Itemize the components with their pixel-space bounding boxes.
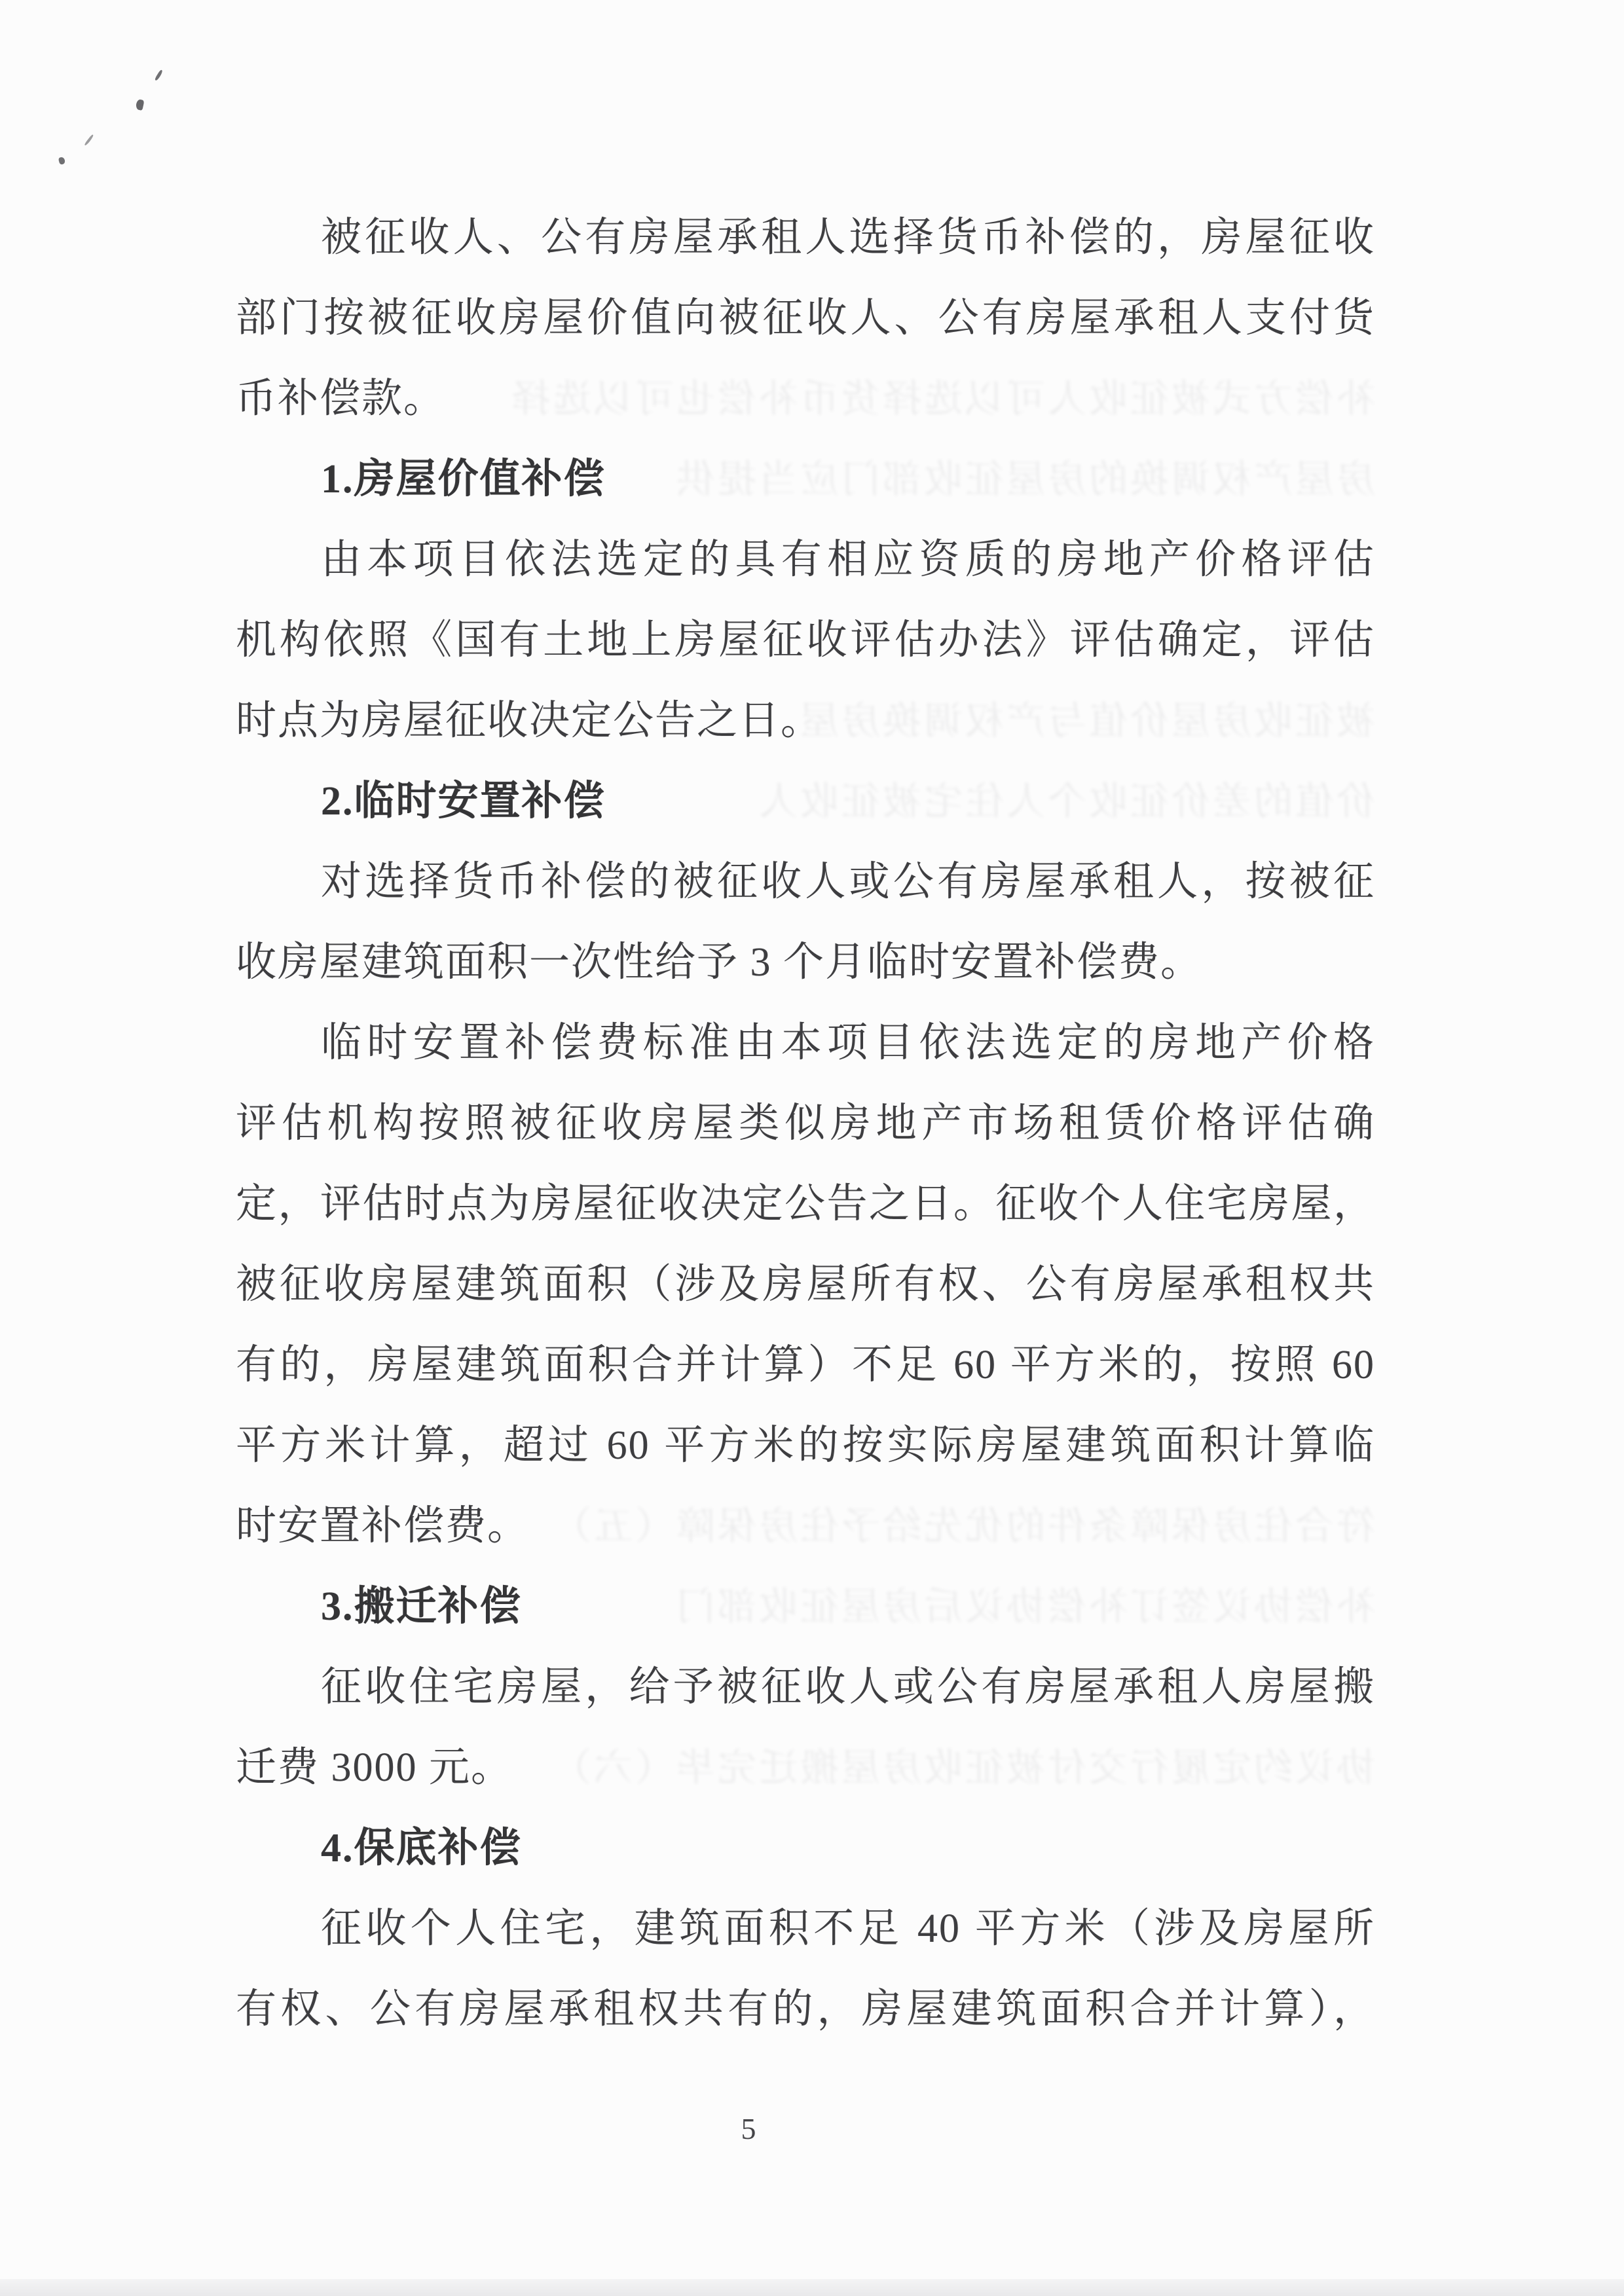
section-heading: 1.房屋价值补偿 bbox=[321, 457, 606, 501]
ink-speck bbox=[58, 156, 66, 165]
bleed-through-artifact: 房屋产权调换的房屋征收部门应当提供 bbox=[673, 458, 1375, 501]
ink-speck bbox=[135, 99, 144, 111]
page-number: 5 bbox=[741, 2112, 756, 2145]
text-line: 时安置补偿费。 bbox=[236, 1504, 530, 1548]
text-line: 有权、公有房屋承租权共有的，房屋建筑面积合并计算）， bbox=[236, 1987, 1375, 2032]
bleed-through-artifact: 被征收房屋价值与产权调换房屋 bbox=[797, 699, 1375, 742]
bleed-through-artifact: 符合住房保障条件的优先给予住房保障（五） bbox=[549, 1504, 1375, 1548]
text-line: 平方米计算，超过 60 平方米的按实际房屋建筑面积计算临 bbox=[236, 1423, 1375, 1468]
text-line: 收房屋建筑面积一次性给予 3 个月临时安置补偿费。 bbox=[236, 940, 1203, 985]
text-line: 对选择货币补偿的被征收人或公有房屋承租人，按被征 bbox=[321, 860, 1375, 904]
ink-speck bbox=[155, 69, 164, 81]
text-line: 被征收房屋建筑面积（涉及房屋所有权、公有房屋承租权共 bbox=[236, 1262, 1375, 1307]
document-body bbox=[236, 198, 1375, 2050]
text-line: 定，评估时点为房屋征收决定公告之日。征收个人住宅房屋， bbox=[236, 1182, 1375, 1226]
text-line: 币补偿款。 bbox=[236, 376, 446, 421]
bleed-through-artifact: 价值的差价征收个人住宅被征收人 bbox=[756, 780, 1375, 823]
text-line: 机构依照《国有土地上房屋征收评估办法》评估确定，评估 bbox=[236, 618, 1375, 663]
bleed-through-artifact: 补偿方式被征收人可以选择货币补偿也可以选择 bbox=[508, 377, 1375, 420]
text-line: 时点为房屋征收决定公告之日。 bbox=[236, 699, 823, 743]
text-line: 有的，房屋建筑面积合并计算）不足 60 平方米的，按照 60 bbox=[236, 1343, 1375, 1387]
section-heading: 2.临时安置补偿 bbox=[321, 779, 606, 824]
text-line: 被征收人、公有房屋承租人选择货币补偿的，房屋征收 bbox=[321, 215, 1375, 260]
bleed-through-artifact: 补偿协议签订补偿协议后房屋征收部门 bbox=[673, 1585, 1375, 1628]
scanner-edge-strip bbox=[0, 2279, 1624, 2296]
section-heading: 4.保底补偿 bbox=[321, 1826, 522, 1870]
text-line: 评估机构按照被征收房屋类似房地产市场租赁价格评估确 bbox=[236, 1101, 1375, 1146]
text-line: 由本项目依法选定的具有相应资质的房地产价格评估 bbox=[321, 538, 1375, 582]
text-line: 临时安置补偿费标准由本项目依法选定的房地产价格 bbox=[321, 1021, 1375, 1065]
text-line: 迁费 3000 元。 bbox=[236, 1745, 513, 1790]
text-line: 征收住宅房屋，给予被征收人或公有房屋承租人房屋搬 bbox=[321, 1665, 1375, 1709]
section-heading: 3.搬迁补偿 bbox=[321, 1584, 522, 1629]
bleed-through-artifact: 协议约定履行交付被征收房屋搬迁完毕（六） bbox=[549, 1746, 1375, 1789]
ink-speck bbox=[84, 134, 94, 146]
text-line: 征收个人住宅，建筑面积不足 40 平方米（涉及房屋所 bbox=[321, 1906, 1375, 1951]
text-line: 部门按被征收房屋价值向被征收人、公有房屋承租人支付货 bbox=[236, 296, 1375, 340]
